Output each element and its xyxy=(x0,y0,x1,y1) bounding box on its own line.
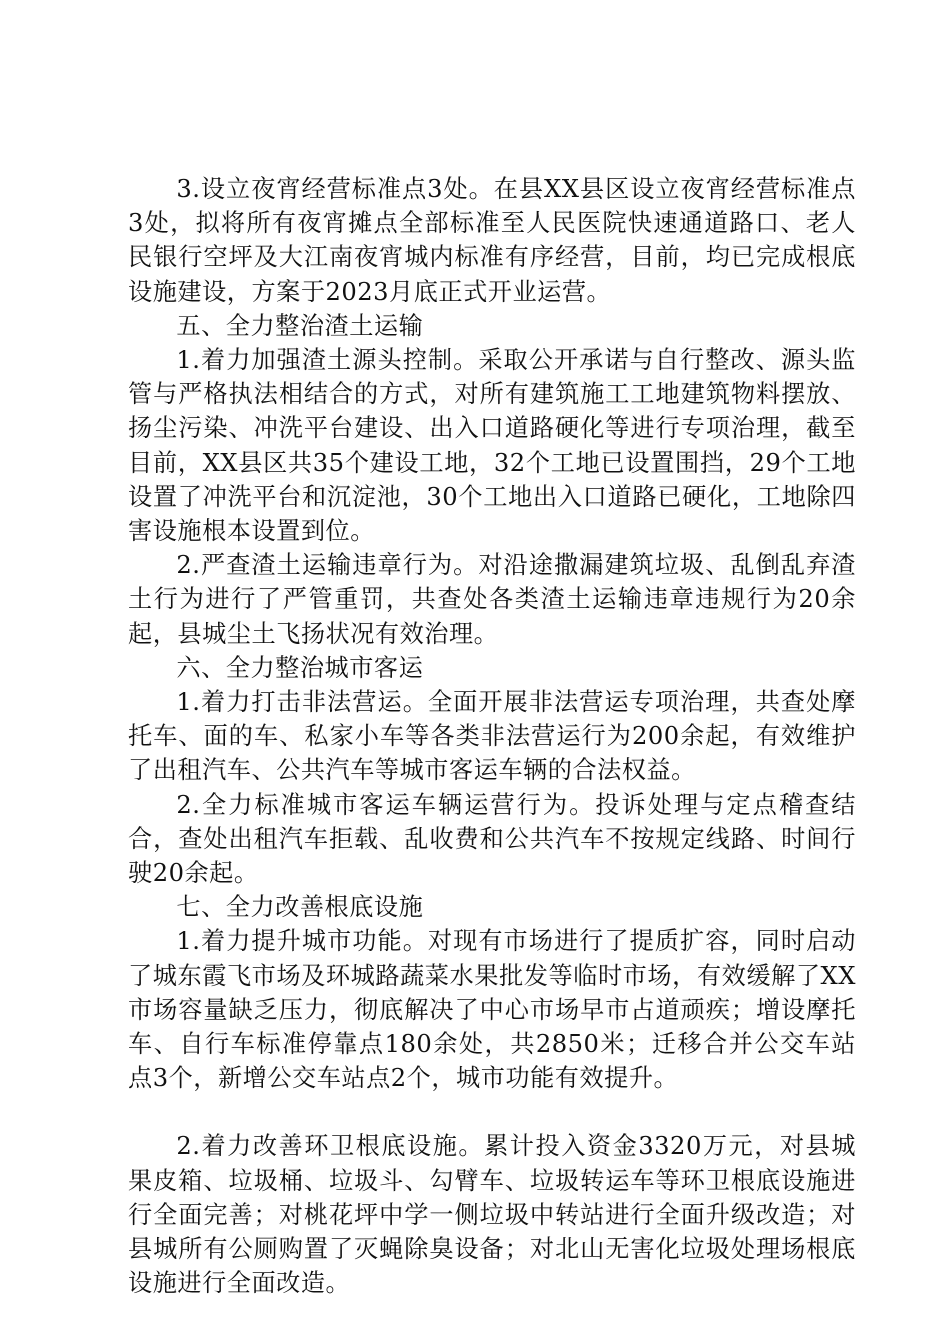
blank-line xyxy=(128,1095,856,1129)
paragraph-vehicle-operation-standard: 2.全力标准城市客运车辆运营行为。投诉处理与定点稽查结合，查处出租汽车拒载、乱收费和公共汽车不按规定线路、时间行驶20余起。 xyxy=(128,790,856,888)
paragraph-sanitation-facilities: 2.着力改善环卫根底设施。累计投入资金3320万元，对县城果皮箱、垃圾桶、垃圾斗、勾臂车、垃圾转运车等环卫根底设施进行全面完善；对桃花坪中学一侧垃圾中转站进行全面升级改造；对县城所有公厕购置了灭蝇除臭设备；对北山无害化垃圾处理场根底设施进行全面改造。 xyxy=(128,1132,856,1298)
document-body xyxy=(128,172,856,1301)
section-heading-infrastructure: 七、全力改善根底设施 xyxy=(176,893,424,922)
section-heading-muck-transport: 五、全力整治渣土运输 xyxy=(176,311,424,340)
paragraph-night-market-points: 3.设立夜宵经营标准点3处。在县XX县区设立夜宵经营标准点3处，拟将所有夜宵摊点全部标准至人民医院快速通道路口、老人民银行空坪及大江南夜宵城内标准有序经营，目前，均已完成根底设施建设，方案于2023月底正式开业运营。 xyxy=(128,175,856,306)
section-heading-city-passenger-transport: 六、全力整治城市客运 xyxy=(176,653,424,682)
paragraph-muck-violations: 2.严查渣土运输违章行为。对沿途撒漏建筑垃圾、乱倒乱弃渣土行为进行了严管重罚，共查处各类渣土运输违章违规行为20余起，县城尘土飞扬状况有效治理。 xyxy=(128,551,856,648)
paragraph-muck-source-control: 1.着力加强渣土源头控制。采取公开承诺与自行整改、源头监管与严格执法相结合的方式，对所有建筑施工工地建筑物料摆放、扬尘污染、冲洗平台建设、出入口道路硬化等进行专项治理，截至目前，XX县区共35个建设工地，32个工地已设置围挡，29个工地设置了冲洗平台和沉淀池，30个工地出入口道路已硬化，工地除四害设施根本设置到位。 xyxy=(128,346,856,546)
paragraph-city-function: 1.着力提升城市功能。对现有市场进行了提质扩容，同时启动了城东霞飞市场及环城路蔬菜水果批发等临时市场，有效缓解了XX市场容量缺乏压力，彻底解决了中心市场早市占道顽疾；增设摩托车、自行车标准停靠点180余处，共2850米；迁移合并公交车站点3个，新增公交车站点2个，城市功能有效提升。 xyxy=(128,927,856,1093)
paragraph-illegal-operation: 1.着力打击非法营运。全面开展非法营运专项治理，共查处摩托车、面的车、私家小车等各类非法营运行为200余起，有效维护了出租汽车、公共汽车等城市客运车辆的合法权益。 xyxy=(128,688,856,785)
